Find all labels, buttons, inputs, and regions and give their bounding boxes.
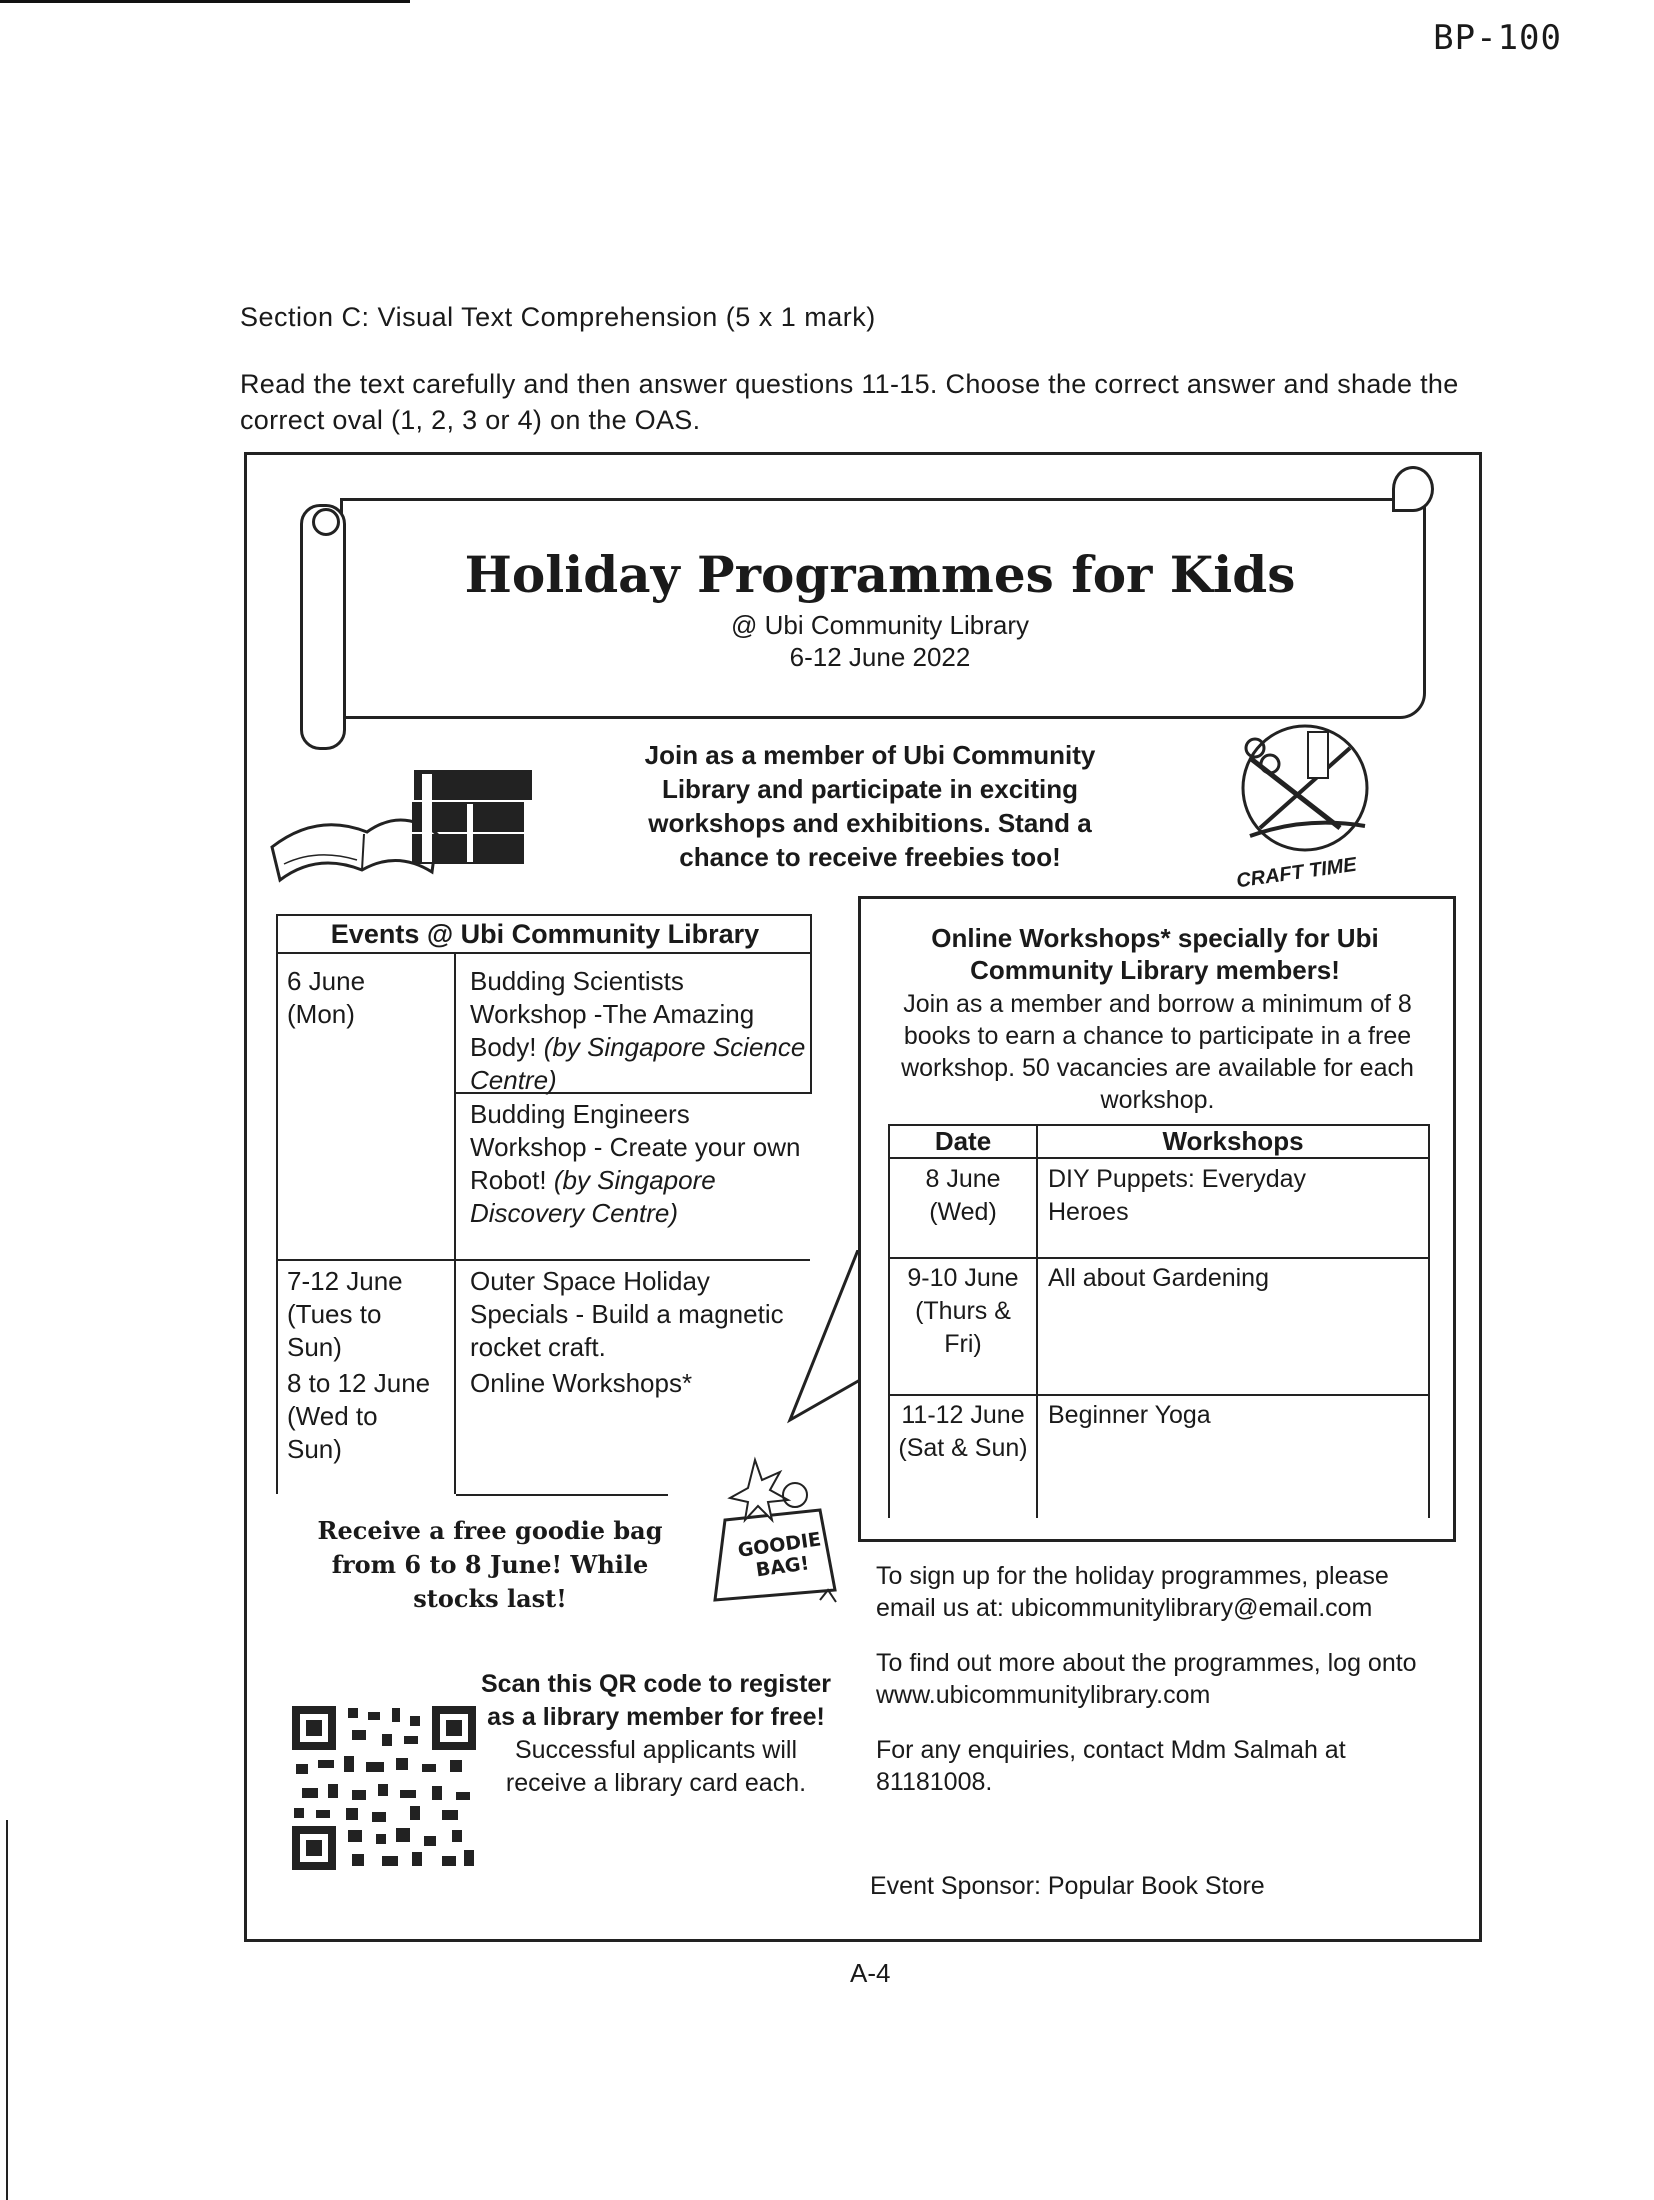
online-description: Join as a member and borrow a minimum of 8 books to earn a chance to participate in a free workshop. 50 vacancies are available for each workshop. [901, 990, 1414, 1114]
banner-title: Holiday Programmes for Kids [464, 545, 1296, 604]
events-bottom-rule [456, 1494, 668, 1496]
events-left-rule [276, 914, 278, 1494]
workshop-name: All about Gardening [1048, 1264, 1269, 1292]
online-table-left-rule [888, 1124, 890, 1518]
intro-text: Join as a member of Ubi Community Library and participate in exciting workshops and exhibitions. Stand a chance to receive freebies too! [644, 740, 1096, 872]
online-table-row-rule [888, 1257, 1428, 1259]
events-header: Events @ Ubi Community Library [330, 919, 760, 949]
qr-note: Successful applicants will receive a library card each. [505, 1736, 807, 1797]
workshop-date: 11-12 June (Sat & Sun) [898, 1401, 1028, 1462]
left-margin-rule [6, 1820, 8, 2200]
craft-label: CRAFT TIME [1234, 853, 1358, 893]
online-table-right-rule [1428, 1124, 1430, 1518]
scroll-curl-icon [312, 508, 340, 536]
workshop-date: 8 June (Wed) [925, 1165, 1001, 1226]
workshop-date: 9-10 June (Thurs & Fri) [907, 1264, 1019, 1358]
section-title: Section C: Visual Text Comprehension (5 x 1 mark) [240, 302, 876, 332]
page-code: BP-100 [1433, 18, 1562, 58]
events-right-rule [810, 914, 812, 1094]
qr-code-icon[interactable] [292, 1706, 476, 1870]
online-table-header-rule [888, 1157, 1428, 1159]
banner-dates: 6-12 June 2022 [789, 642, 971, 672]
scroll-banner [340, 498, 1426, 719]
qr-call-to-action: Scan this QR code to register as a library member for free! [480, 1670, 832, 1731]
online-title: Online Workshops* specially for Ubi Community Library members! [931, 923, 1379, 985]
instructions: Read the text carefully and then answer questions 11-15. Choose the correct answer and shade the correct oval (1, 2, 3 or 4) on the OAS. [240, 369, 1459, 435]
event-title: Budding Scientists Workshop -The Amazing Body! [470, 966, 755, 1062]
event-organiser: (by Singapore Science Centre) [470, 1032, 806, 1095]
event-date: 6 June (Mon) [287, 966, 366, 1029]
event-sponsor: Event Sponsor: Popular Book Store [870, 1872, 1265, 1900]
event-date: 7-12 June (Tues to Sun) [287, 1266, 403, 1362]
event-name [470, 1098, 806, 1230]
event-date: 8 to 12 June (Wed to Sun) [287, 1368, 431, 1464]
page-number: A-4 [850, 1958, 891, 1988]
banner-location: @ Ubi Community Library [730, 610, 1030, 640]
enquiries-info: For any enquiries, contact Mdm Salmah at 81181008. [876, 1736, 1346, 1796]
events-top-rule [276, 914, 812, 916]
event-name [470, 965, 806, 1097]
online-col-date: Date [934, 1126, 992, 1156]
online-table-col-rule [1036, 1124, 1038, 1518]
website-info: To find out more about the programmes, log onto www.ubicommunitylibrary.com [876, 1649, 1417, 1709]
event-title: Outer Space Holiday Specials - Build a magnetic rocket craft. [470, 1266, 784, 1362]
goodie-bag-label: GOODIE BAG! [736, 1528, 823, 1582]
event-title: Online Workshops* [470, 1368, 693, 1398]
workshop-name: DIY Puppets: Everyday Heroes [1048, 1165, 1307, 1226]
contact-info [876, 1560, 1436, 1821]
books-icon [262, 752, 542, 897]
workshop-name: Beginner Yoga [1048, 1401, 1211, 1429]
qr-instructions [476, 1668, 836, 1800]
top-rule [0, 0, 410, 3]
event-organiser: (by Singapore Discovery Centre) [470, 1165, 716, 1228]
scroll-roll-right [1392, 466, 1434, 512]
signup-info: To sign up for the holiday programmes, please email us at: ubicommunitylibrary@email.com [876, 1562, 1389, 1622]
goodie-bag-offer: Receive a free goodie bag from 6 to 8 June! While stocks last! [317, 1516, 663, 1613]
online-col-workshops: Workshops [1162, 1126, 1304, 1156]
event-title: Budding Engineers Workshop - Create your own Robot! [470, 1099, 801, 1195]
events-col-rule [454, 954, 456, 1494]
online-table-row-rule [888, 1394, 1428, 1396]
events-row-rule [276, 1259, 810, 1261]
events-header-rule [276, 952, 812, 954]
